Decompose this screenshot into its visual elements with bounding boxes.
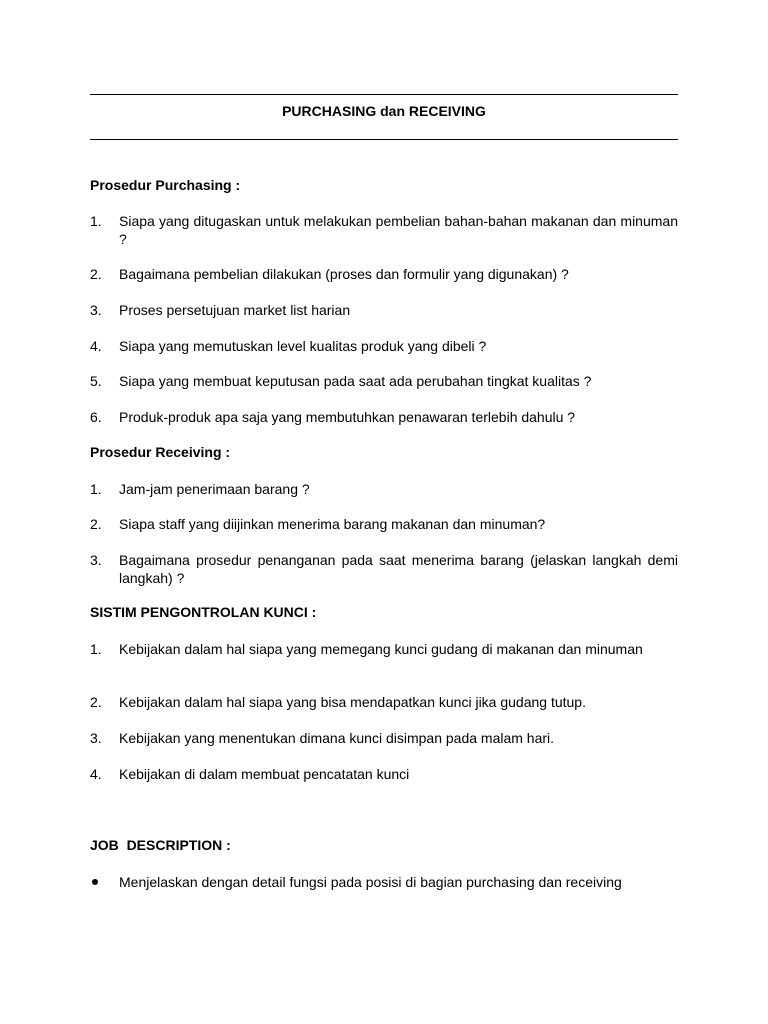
key-control-item xyxy=(90,765,678,783)
item-number: 4. xyxy=(90,766,102,782)
top-rule xyxy=(90,94,678,95)
item-text: Jam-jam penerimaan barang ? xyxy=(119,481,310,497)
item-number: 5. xyxy=(90,373,102,389)
key-control-heading: SISTIM PENGONTROLAN KUNCI : xyxy=(90,604,317,620)
purchasing-item xyxy=(90,301,678,319)
key-control-item xyxy=(90,640,678,658)
item-text: Bagaimana pembelian dilakukan (proses dan formulir yang digunakan) ? xyxy=(119,266,569,282)
item-text: Proses persetujuan market list harian xyxy=(119,302,351,318)
item-text: Produk-produk apa saja yang membutuhkan penawaran terlebih dahulu ? xyxy=(119,409,576,425)
item-number: 3. xyxy=(90,302,102,318)
item-number: 1. xyxy=(90,641,102,657)
document-page xyxy=(90,0,678,1024)
bullet-icon xyxy=(92,879,98,885)
item-number: 3. xyxy=(90,730,102,746)
purchasing-item xyxy=(90,212,678,248)
item-number: 4. xyxy=(90,338,102,354)
item-text: Kebijakan di dalam membuat pencatatan kunci xyxy=(119,766,410,782)
purchasing-item xyxy=(90,372,678,390)
receiving-item xyxy=(90,551,678,587)
item-number: 2. xyxy=(90,266,102,282)
receiving-item xyxy=(90,480,678,498)
item-number: 1. xyxy=(90,481,102,497)
purchasing-item xyxy=(90,337,678,355)
job-description-bullet xyxy=(90,873,678,891)
bottom-rule xyxy=(90,139,678,140)
item-text: Kebijakan dalam hal siapa yang bisa mendapatkan kunci jika gudang tutup. xyxy=(119,694,586,710)
job-description-heading: JOB DESCRIPTION : xyxy=(90,837,231,853)
receiving-heading: Prosedur Receiving : xyxy=(90,444,231,460)
item-number: 1. xyxy=(90,213,102,229)
item-text: Kebijakan dalam hal siapa yang memegang kunci gudang di makanan dan minuman xyxy=(119,641,643,657)
item-text: Siapa yang memutuskan level kualitas produk yang dibeli ? xyxy=(119,338,487,354)
key-control-item xyxy=(90,693,678,711)
receiving-item xyxy=(90,515,678,533)
item-text: Siapa yang ditugaskan untuk melakukan pembelian bahan-bahan makanan dan minuman ? xyxy=(119,213,678,247)
item-text: Kebijakan yang menentukan dimana kunci disimpan pada malam hari. xyxy=(119,730,555,746)
purchasing-heading: Prosedur Purchasing : xyxy=(90,177,241,193)
item-number: 2. xyxy=(90,516,102,532)
key-control-item xyxy=(90,729,678,747)
item-text: Bagaimana prosedur penanganan pada saat menerima barang (jelaskan langkah demi langkah) ? xyxy=(119,552,678,586)
item-text: Siapa yang membuat keputusan pada saat ada perubahan tingkat kualitas ? xyxy=(119,373,592,389)
item-number: 6. xyxy=(90,409,102,425)
purchasing-item xyxy=(90,265,678,283)
item-number: 2. xyxy=(90,694,102,710)
bullet-text: Menjelaskan dengan detail fungsi pada posisi di bagian purchasing dan receiving xyxy=(119,874,622,890)
purchasing-item xyxy=(90,408,678,426)
item-text: Siapa staff yang diijinkan menerima barang makanan dan minuman? xyxy=(119,516,546,532)
item-number: 3. xyxy=(90,552,102,568)
document-title: PURCHASING dan RECEIVING xyxy=(282,103,486,119)
